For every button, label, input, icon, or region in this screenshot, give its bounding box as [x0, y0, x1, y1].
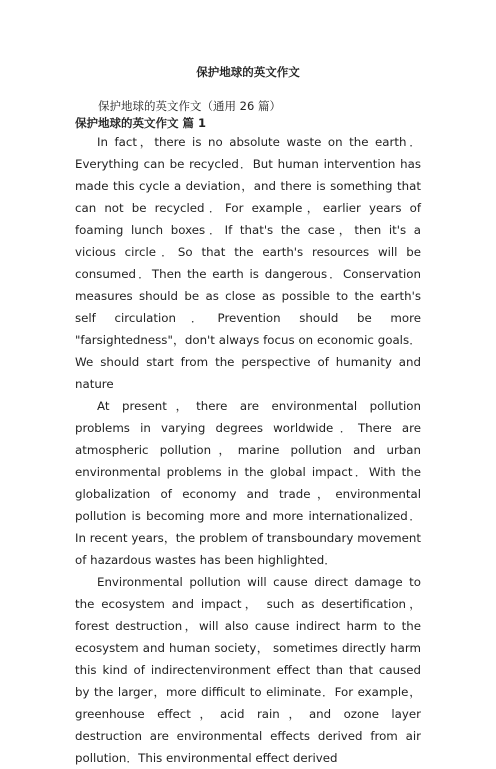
- paragraph-2: At present，there are environmental pollution problems in varying degrees worldwide．There are atmospheric pollution，marine pollution and urban environmental problems in the global impact．With the globalization of economy and trade，environmental pollution is becoming more and more internationalized．In recent years，the problem of transboundary movement of hazardous wastes has been highlighted．: [75, 399, 421, 567]
- paragraph-1: In fact，there is no absolute waste on the earth．Everything can be recycled．But human intervention has made this cycle a deviation，and there is something that can not be recycled．For example，earlier years of foaming lunch boxes．If that's the case，then it's a vicious circle．So that the earth's resources will be consumed．Then the earth is dangerous．Conservation measures should be as close as possible to the earth's self circulation．Prevention should be more "farsightedness"，don't always focus on economic goals．We should start from the perspective of humanity and nature: [75, 135, 421, 391]
- paragraph-3: Environmental pollution will cause direct damage to the ecosystem and impact， such as desertification， forest destruction，will also cause indirect harm to the ecosystem and human society， sometimes directly harm this kind of indirectenvironment effect than that caused by the larger，more difficult to eliminate．For example，greenhouse effect，acid rain，and ozone layer destruction are environmental effects derived from air pollution．This environmental effect derived: [75, 575, 421, 765]
- document-title: 保护地球的英文作文: [196, 65, 300, 79]
- document-subtitle: 保护地球的英文作文（通用 26 篇）: [98, 99, 281, 113]
- section-heading: 保护地球的英文作文 篇 1: [75, 116, 207, 130]
